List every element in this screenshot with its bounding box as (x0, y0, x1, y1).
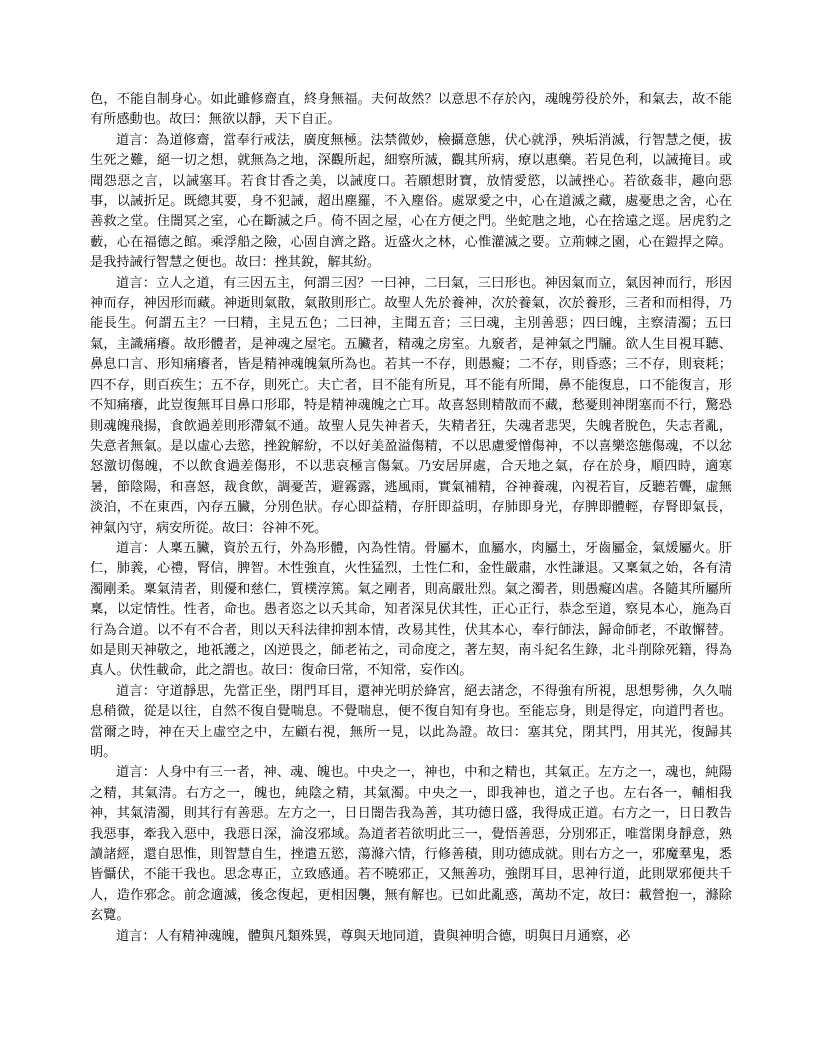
paragraph: 道言：為道修齋，當奉行戒法，廣度無極。法禁微妙，檢攝意態，伏心就淨，殃垢消滅，行智慧之便，拔生死之難，絕一切之想，就無為之地，深觀所起，細察所滅，觀其所病，療以惠藥。若見色利，以誡掩目。或聞怨惡之言，以誡塞耳。若食甘香之美，以誡度口。若願想財寶，放情愛慾，以誡挫心。若欲姦非，趣向惡事，以誡折足。既總其要，身不犯誡，超出塵羅，不入塵俗。處眾愛之中，心在道滅之藏，處憂患之舍，心在善救之堂。住闇冥之室，心在斷滅之戶。倚不固之屋，心在方便之門。坐蛇虺之地，心在捨遠之逕。居虎豹之藪，心在福德之館。乘浮船之險，心固自濟之路。近盛火之林，心惟灌滅之要。立荊棘之園，心在鎧捍之障。是我持誡行智慧之便也。故曰：挫其銳，解其紛。 (90, 132, 732, 271)
paragraph: 色，不能自制身心。如此雖修齋直，終身無福。夫何故然？以意思不存於內，魂魄勞役於外，和氣去，故不能有所感動也。故曰：無欲以靜，天下自正。 (90, 92, 732, 128)
paragraph: 道言：人稟五臟，資於五行，外為形體，內為性情。骨屬木，血屬水，肉屬土，牙齒屬金，氣煖屬火。肝仁，肺義，心禮，腎信，脾智。木性強直，火性猛烈，土性仁和，金性嚴肅，水性謙退。又稟氣之始，各有清濁剛柔。稟氣清者，則優和慈仁，質樸淳篤。氣之剛者，則高嚴壯烈。氣之濁者，則愚癡凶虐。各隨其所屬所稟，以定情性。性者，命也。愚者恣之以夭其命，知者深見伏其性，正心正行，恭念至道，察見本心，施為百行為合道。以不有不合者，則以天科法律抑割本情，改易其性，伏其本心，奉行師法，歸命師老，不敢懈替。如是則天神敬之，地祇護之，凶逆畏之，師老祐之，司命度之，著左契，南斗紀名生錄，北斗削除死籍，得為真人。伏性載命，此之謂也。故曰：復命曰常，不知常，妄作凶。 (90, 540, 732, 679)
document-page (90, 90, 732, 947)
paragraph: 道言：守道靜思，先當正坐，閉門耳目，還神光明於絳宮，絕去諸念，不得強有所視，思想髣彿，久久喘息稍微，從是以往，自然不復自覺喘息。不覺喘息，便不復自知有身也。至能忘身，則是得定，向道門者也。當爾之時，神在天上虛空之中，左顧右視，無所一見，以此為證。故曰：塞其兌，閉其門，用其光，復歸其明。 (90, 683, 732, 760)
paragraph: 道言：人有精神魂魄，體與凡類殊異，尊與天地同道，貴與神明合德，明與日月通察，必 (116, 928, 631, 944)
paragraph: 道言：立人之道，有三因五主，何謂三因？一曰神，二曰氣，三曰形也。神因氣而立，氣因神而行，形因神而存，神因形而藏。神逝則氣散，氣散則形亡。故聖人先於養神，次於養氣，次於養形，三者和而相得，乃能長生。何謂五主？一曰精，主見五色；二曰神，主聞五音；三曰魂，主別善惡；四曰魄，主察清濁；五曰氣，主識痛癢。故形體者，是神魂之屋宅。五臟者，精魂之房室。九竅者，是神氣之門牖。欲人生目視耳聽、鼻息口言、形知痛癢者，皆是精神魂魄氣所為也。若其一不存，則愚癡；二不存，則昏惑；三不存，則衰耗；四不存，則百疾生；五不存，則死亡。夫亡者，目不能有所見，耳不能有所聞，鼻不能復息，口不能復言，形不知痛癢，此豈復無耳目鼻口形耶，特是精神魂魄之亡耳。故喜怒則精散而不藏，愁憂則神閉塞而不行，驚恐則魂魄飛揚，食飲過差則形滯氣不通。故聖人見失神者夭，失精者狂，失魂者悲哭，失魄者脫色，失志者亂，失意者無氣。是以虛心去慾，挫銳解紛，不以好美盈溢傷精，不以思慮愛憎傷神，不以喜樂恣態傷魂，不以忿怒激切傷魄，不以飲食過差傷形，不以悲哀極言傷氣。乃安居屏處，合天地之氣，存在於身，順四時，適寒暑，節陰陽，和喜怒，裁食飲，調憂苦，避霧露，逃風雨，實氣補精，谷神養魂，內視若盲，反聽若聾，虛無淡泊，不在東西，內存五臟，分別色狀。存心即益精，存肝即益明，存肺即身光，存脾即體輕，存腎即氣長，神氣內守，病安所從。故曰：谷神不死。 (90, 275, 732, 536)
paragraph: 道言：人身中有三一者，神、魂、魄也。中央之一，神也，中和之精也，其氣正。左方之一，魂也，純陽之精，其氣清。右方之一，魄也，純陰之精，其氣濁。中央之一，即我神也，道之子也。左右各一，輔相我神，其氣清濁，則其行有善惡。左方之一，日日闇告我為善，其功德日盛，我得成正道。右方之一，日日教告我惡事，牽我入惡中，我惡日深，淪沒邪域。為道者若欲明此三一，覺悟善惡，分別邪正，唯當閑身靜意，熟讀諸經，還自思惟，則智慧自生，挫遣五慾，蕩滌六情，行修善積，則功德成就。則右方之一，邪魔羣鬼，悉皆懾伏，不能干我也。思念專正，立致感通。若不曉邪正，又無善功，強閉耳目，思神行道，此則眾邪便共千人，造作邪念。前念適滅，後念復起，更相因襲，無有解也。已如此亂惑，萬劫不定，故曰：載營抱一，滌除玄覽。 (90, 765, 732, 924)
